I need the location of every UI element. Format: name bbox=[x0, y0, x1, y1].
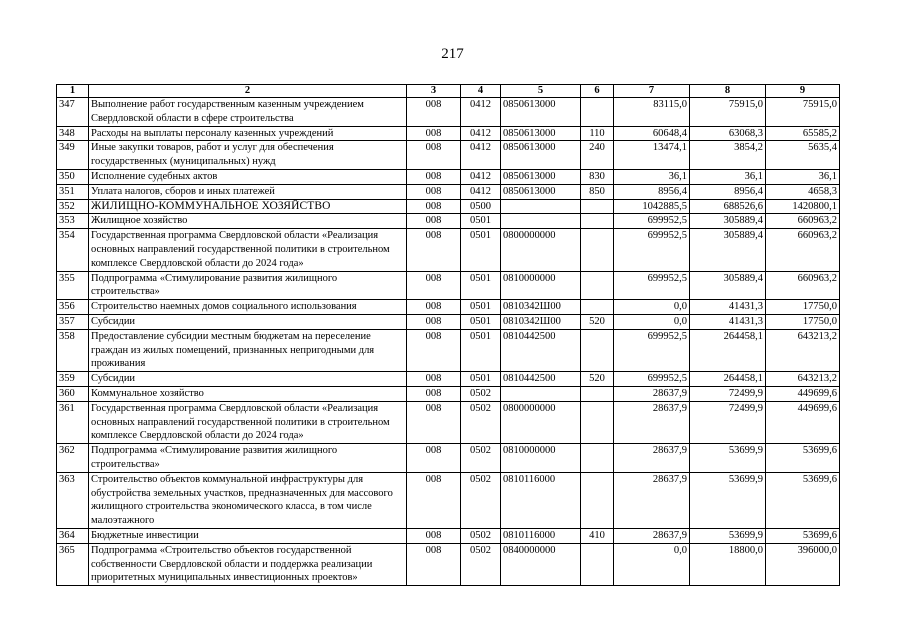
ministry-code: 008 bbox=[407, 169, 461, 184]
amount-col-8: 305889,4 bbox=[690, 271, 766, 300]
expense-name: Коммунальное хозяйство bbox=[89, 386, 407, 401]
table-row bbox=[57, 444, 840, 473]
expense-type-code bbox=[581, 543, 614, 585]
ministry-code: 008 bbox=[407, 141, 461, 170]
ministry-code: 008 bbox=[407, 386, 461, 401]
amount-col-8: 53699,9 bbox=[690, 528, 766, 543]
amount-col-7: 28637,9 bbox=[614, 528, 690, 543]
ministry-code: 008 bbox=[407, 300, 461, 315]
amount-col-9: 53699,6 bbox=[766, 444, 840, 473]
column-header: 2 bbox=[89, 85, 407, 98]
expense-type-code bbox=[581, 444, 614, 473]
ministry-code: 008 bbox=[407, 271, 461, 300]
row-number: 364 bbox=[57, 528, 89, 543]
amount-col-8: 18800,0 bbox=[690, 543, 766, 585]
section-code: 0502 bbox=[461, 444, 501, 473]
expense-type-code: 850 bbox=[581, 184, 614, 199]
target-item-code: 0810116000 bbox=[501, 472, 581, 528]
expense-type-code bbox=[581, 229, 614, 271]
table-row bbox=[57, 329, 840, 371]
expense-type-code: 520 bbox=[581, 314, 614, 329]
ministry-code: 008 bbox=[407, 329, 461, 371]
amount-col-7: 60648,4 bbox=[614, 126, 690, 141]
section-code: 0501 bbox=[461, 329, 501, 371]
target-item-code: 0810442500 bbox=[501, 329, 581, 371]
target-item-code: 0810000000 bbox=[501, 444, 581, 473]
target-item-code: 0800000000 bbox=[501, 229, 581, 271]
amount-col-8: 72499,9 bbox=[690, 401, 766, 443]
expense-name: Уплата налогов, сборов и иных платежей bbox=[89, 184, 407, 199]
row-number: 360 bbox=[57, 386, 89, 401]
row-number: 347 bbox=[57, 98, 89, 127]
amount-col-7: 28637,9 bbox=[614, 386, 690, 401]
amount-col-7: 13474,1 bbox=[614, 141, 690, 170]
row-number: 356 bbox=[57, 300, 89, 315]
amount-col-9: 396000,0 bbox=[766, 543, 840, 585]
amount-col-9: 17750,0 bbox=[766, 314, 840, 329]
table-row bbox=[57, 300, 840, 315]
amount-col-8: 63068,3 bbox=[690, 126, 766, 141]
ministry-code: 008 bbox=[407, 214, 461, 229]
expense-name: Субсидии bbox=[89, 314, 407, 329]
expense-name: Государственная программа Свердловской области «Реализация основных направлений государственной политики в строительном комплексе Свердловской области до 2024 года» bbox=[89, 229, 407, 271]
ministry-code: 008 bbox=[407, 372, 461, 387]
amount-col-8: 75915,0 bbox=[690, 98, 766, 127]
section-code: 0501 bbox=[461, 271, 501, 300]
amount-col-9: 449699,6 bbox=[766, 386, 840, 401]
target-item-code: 0850613000 bbox=[501, 126, 581, 141]
target-item-code bbox=[501, 386, 581, 401]
amount-col-7: 699952,5 bbox=[614, 214, 690, 229]
amount-col-8: 264458,1 bbox=[690, 372, 766, 387]
expense-type-code bbox=[581, 98, 614, 127]
section-code: 0412 bbox=[461, 98, 501, 127]
section-code: 0501 bbox=[461, 372, 501, 387]
target-item-code: 0800000000 bbox=[501, 401, 581, 443]
row-number: 354 bbox=[57, 229, 89, 271]
amount-col-7: 28637,9 bbox=[614, 472, 690, 528]
amount-col-7: 36,1 bbox=[614, 169, 690, 184]
amount-col-7: 0,0 bbox=[614, 314, 690, 329]
amount-col-7: 699952,5 bbox=[614, 372, 690, 387]
amount-col-9: 1420800,1 bbox=[766, 199, 840, 214]
expense-name: Подпрограмма «Стимулирование развития жилищного строительства» bbox=[89, 444, 407, 473]
section-code: 0412 bbox=[461, 169, 501, 184]
expense-name: Иные закупки товаров, работ и услуг для обеспечения государственных (муниципальных) нужд bbox=[89, 141, 407, 170]
section-code: 0412 bbox=[461, 184, 501, 199]
expense-name: Субсидии bbox=[89, 372, 407, 387]
column-header: 3 bbox=[407, 85, 461, 98]
page-number: 217 bbox=[441, 46, 464, 62]
expense-type-code bbox=[581, 300, 614, 315]
row-number: 361 bbox=[57, 401, 89, 443]
expense-type-code: 110 bbox=[581, 126, 614, 141]
amount-col-7: 28637,9 bbox=[614, 444, 690, 473]
amount-col-7: 8956,4 bbox=[614, 184, 690, 199]
expense-type-code bbox=[581, 472, 614, 528]
section-code: 0501 bbox=[461, 214, 501, 229]
expense-name: Бюджетные инвестиции bbox=[89, 528, 407, 543]
table-row bbox=[57, 543, 840, 585]
target-item-code: 0850613000 bbox=[501, 98, 581, 127]
expense-name: Государственная программа Свердловской области «Реализация основных направлений государственной политики в строительном комплексе Свердловской области до 2024 года» bbox=[89, 401, 407, 443]
amount-col-9: 643213,2 bbox=[766, 329, 840, 371]
amount-col-8: 53699,9 bbox=[690, 444, 766, 473]
section-code: 0501 bbox=[461, 314, 501, 329]
ministry-code: 008 bbox=[407, 126, 461, 141]
table-body bbox=[57, 98, 840, 586]
row-number: 359 bbox=[57, 372, 89, 387]
target-item-code: 0850613000 bbox=[501, 169, 581, 184]
section-code: 0502 bbox=[461, 401, 501, 443]
section-code: 0412 bbox=[461, 126, 501, 141]
column-header: 7 bbox=[614, 85, 690, 98]
ministry-code: 008 bbox=[407, 543, 461, 585]
row-number: 357 bbox=[57, 314, 89, 329]
target-item-code: 0850613000 bbox=[501, 141, 581, 170]
amount-col-7: 0,0 bbox=[614, 543, 690, 585]
target-item-code: 0810116000 bbox=[501, 528, 581, 543]
amount-col-7: 0,0 bbox=[614, 300, 690, 315]
table-row bbox=[57, 169, 840, 184]
row-number: 348 bbox=[57, 126, 89, 141]
amount-col-9: 449699,6 bbox=[766, 401, 840, 443]
amount-col-9: 53699,6 bbox=[766, 472, 840, 528]
table-row bbox=[57, 472, 840, 528]
table-row bbox=[57, 372, 840, 387]
table-row bbox=[57, 528, 840, 543]
expense-name: Подпрограмма «Строительство объектов государственной собственности Свердловской области и поддержка реализации приоритетных муниципальных инвестиционных проектов» bbox=[89, 543, 407, 585]
ministry-code: 008 bbox=[407, 98, 461, 127]
section-code: 0502 bbox=[461, 528, 501, 543]
row-number: 351 bbox=[57, 184, 89, 199]
budget-table bbox=[56, 84, 840, 586]
amount-col-9: 75915,0 bbox=[766, 98, 840, 127]
amount-col-9: 17750,0 bbox=[766, 300, 840, 315]
row-number: 355 bbox=[57, 271, 89, 300]
amount-col-8: 72499,9 bbox=[690, 386, 766, 401]
amount-col-7: 699952,5 bbox=[614, 229, 690, 271]
expense-name: Выполнение работ государственным казенным учреждением Свердловской области в сфере строительства bbox=[89, 98, 407, 127]
amount-col-8: 36,1 bbox=[690, 169, 766, 184]
amount-col-7: 1042885,5 bbox=[614, 199, 690, 214]
ministry-code: 008 bbox=[407, 444, 461, 473]
column-header: 8 bbox=[690, 85, 766, 98]
row-number: 365 bbox=[57, 543, 89, 585]
target-item-code: 0810342Ш00 bbox=[501, 314, 581, 329]
expense-type-code: 410 bbox=[581, 528, 614, 543]
amount-col-8: 688526,6 bbox=[690, 199, 766, 214]
amount-col-9: 660963,2 bbox=[766, 214, 840, 229]
column-header: 1 bbox=[57, 85, 89, 98]
amount-col-7: 83115,0 bbox=[614, 98, 690, 127]
table-header-row bbox=[57, 85, 840, 98]
ministry-code: 008 bbox=[407, 528, 461, 543]
amount-col-8: 305889,4 bbox=[690, 214, 766, 229]
expense-type-code bbox=[581, 271, 614, 300]
row-number: 362 bbox=[57, 444, 89, 473]
amount-col-8: 264458,1 bbox=[690, 329, 766, 371]
table-row bbox=[57, 214, 840, 229]
target-item-code: 0810342Ш00 bbox=[501, 300, 581, 315]
expense-name: Строительство объектов коммунальной инфраструктуры для обустройства земельных участков, предназначенных для массового жилищного строительства экономического класса, в том числе малоэтажного bbox=[89, 472, 407, 528]
row-number: 349 bbox=[57, 141, 89, 170]
target-item-code: 0810000000 bbox=[501, 271, 581, 300]
row-number: 350 bbox=[57, 169, 89, 184]
row-number: 358 bbox=[57, 329, 89, 371]
expense-type-code bbox=[581, 329, 614, 371]
row-number: 353 bbox=[57, 214, 89, 229]
table-row bbox=[57, 271, 840, 300]
amount-col-8: 3854,2 bbox=[690, 141, 766, 170]
amount-col-8: 41431,3 bbox=[690, 300, 766, 315]
expense-name: Расходы на выплаты персоналу казенных учреждений bbox=[89, 126, 407, 141]
amount-col-9: 53699,6 bbox=[766, 528, 840, 543]
amount-col-9: 36,1 bbox=[766, 169, 840, 184]
ministry-code: 008 bbox=[407, 314, 461, 329]
section-code: 0501 bbox=[461, 300, 501, 315]
expense-type-code: 830 bbox=[581, 169, 614, 184]
amount-col-8: 305889,4 bbox=[690, 229, 766, 271]
table-row bbox=[57, 386, 840, 401]
row-number: 352 bbox=[57, 199, 89, 214]
table-row bbox=[57, 184, 840, 199]
table-row bbox=[57, 314, 840, 329]
expense-type-code bbox=[581, 214, 614, 229]
table-row bbox=[57, 401, 840, 443]
amount-col-9: 5635,4 bbox=[766, 141, 840, 170]
amount-col-8: 41431,3 bbox=[690, 314, 766, 329]
target-item-code: 0850613000 bbox=[501, 184, 581, 199]
amount-col-8: 8956,4 bbox=[690, 184, 766, 199]
ministry-code: 008 bbox=[407, 199, 461, 214]
section-code: 0502 bbox=[461, 472, 501, 528]
amount-col-7: 28637,9 bbox=[614, 401, 690, 443]
expense-name: Жилищное хозяйство bbox=[89, 214, 407, 229]
expense-type-code bbox=[581, 199, 614, 214]
table-row bbox=[57, 229, 840, 271]
expense-name: Исполнение судебных актов bbox=[89, 169, 407, 184]
amount-col-9: 660963,2 bbox=[766, 229, 840, 271]
section-code: 0502 bbox=[461, 386, 501, 401]
section-code: 0412 bbox=[461, 141, 501, 170]
amount-col-8: 53699,9 bbox=[690, 472, 766, 528]
amount-col-9: 660963,2 bbox=[766, 271, 840, 300]
ministry-code: 008 bbox=[407, 401, 461, 443]
expense-name: ЖИЛИЩНО-КОММУНАЛЬНОЕ ХОЗЯЙСТВО bbox=[89, 199, 407, 214]
column-header: 5 bbox=[501, 85, 581, 98]
ministry-code: 008 bbox=[407, 472, 461, 528]
table-row bbox=[57, 141, 840, 170]
expense-name: Строительство наемных домов социального использования bbox=[89, 300, 407, 315]
ministry-code: 008 bbox=[407, 229, 461, 271]
row-number: 363 bbox=[57, 472, 89, 528]
expense-type-code bbox=[581, 401, 614, 443]
expense-type-code: 520 bbox=[581, 372, 614, 387]
amount-col-7: 699952,5 bbox=[614, 271, 690, 300]
target-item-code bbox=[501, 214, 581, 229]
amount-col-9: 65585,2 bbox=[766, 126, 840, 141]
table-row bbox=[57, 126, 840, 141]
section-code: 0500 bbox=[461, 199, 501, 214]
section-code: 0502 bbox=[461, 543, 501, 585]
column-header: 4 bbox=[461, 85, 501, 98]
target-item-code: 0840000000 bbox=[501, 543, 581, 585]
expense-name: Подпрограмма «Стимулирование развития жилищного строительства» bbox=[89, 271, 407, 300]
table-row bbox=[57, 98, 840, 127]
amount-col-9: 4658,3 bbox=[766, 184, 840, 199]
table-row bbox=[57, 199, 840, 214]
amount-col-7: 699952,5 bbox=[614, 329, 690, 371]
column-header: 6 bbox=[581, 85, 614, 98]
column-header: 9 bbox=[766, 85, 840, 98]
section-code: 0501 bbox=[461, 229, 501, 271]
amount-col-9: 643213,2 bbox=[766, 372, 840, 387]
target-item-code bbox=[501, 199, 581, 214]
ministry-code: 008 bbox=[407, 184, 461, 199]
expense-type-code bbox=[581, 386, 614, 401]
target-item-code: 0810442500 bbox=[501, 372, 581, 387]
expense-name: Предоставление субсидии местным бюджетам на переселение граждан из жилых помещений, признанных непригодными для проживания bbox=[89, 329, 407, 371]
expense-type-code: 240 bbox=[581, 141, 614, 170]
